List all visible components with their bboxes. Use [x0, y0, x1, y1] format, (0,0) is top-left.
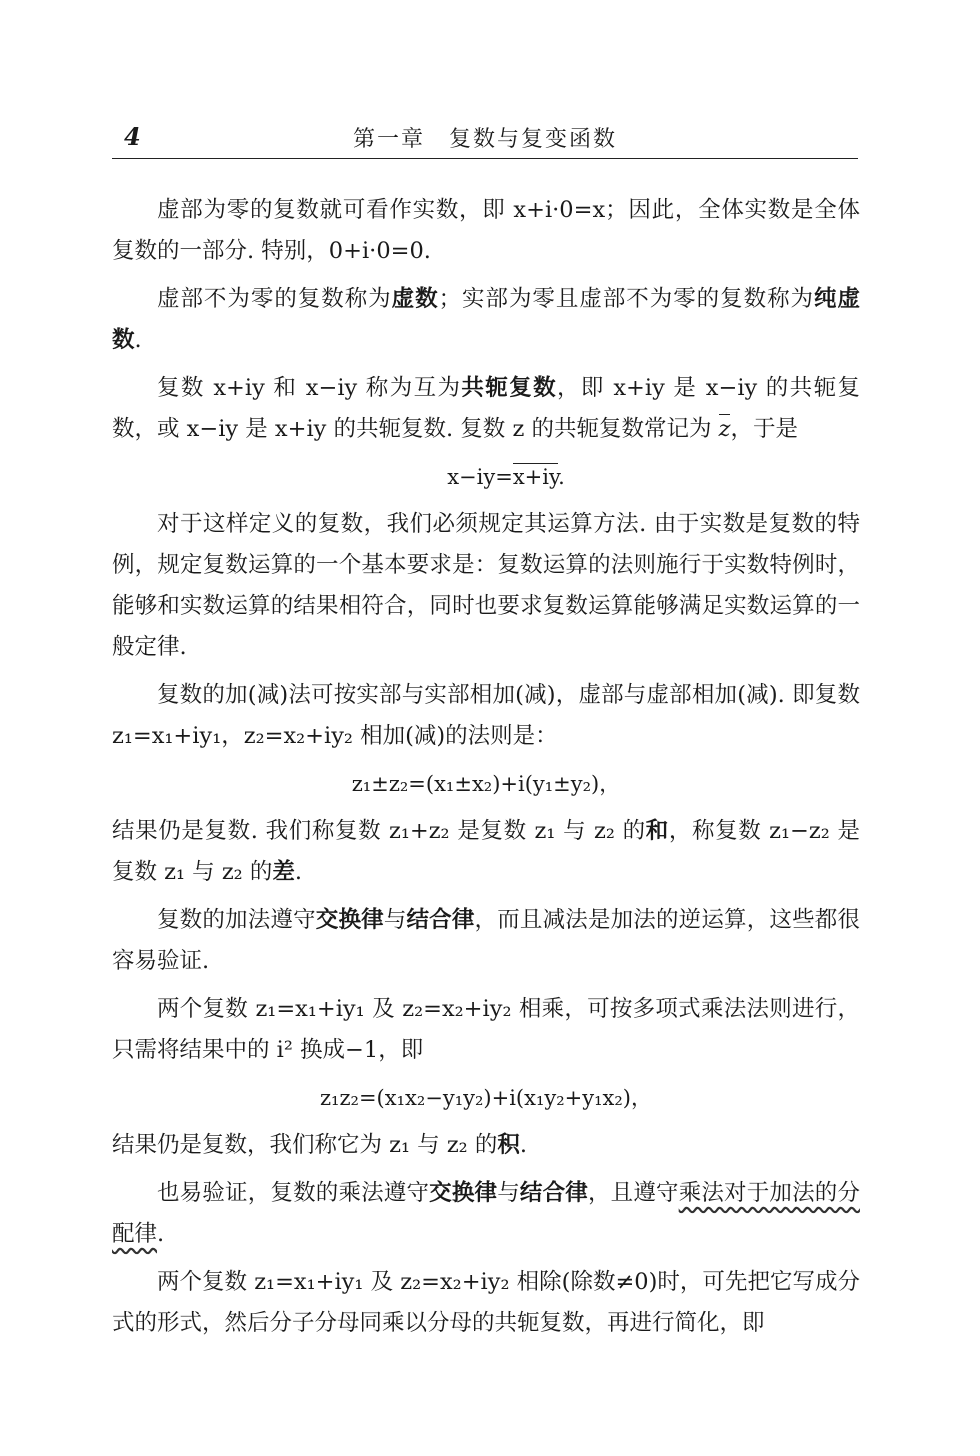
paragraph-operation-rules: 对于这样定义的复数，我们必须规定其运算方法. 由于实数是复数的特例，规定复数运算的一个基本要求是：复数运算的法则施行于实数特例时，能够和实数运算的结果相符合，同时也要求复数运算能够满足实数运算的一般定律.	[112, 511, 860, 660]
term-distributive: 乘法对于加法的分配律	[112, 1180, 860, 1247]
term-product: 积	[497, 1132, 520, 1158]
paragraph-conjugate-def: 复数 x+iy 和 x−iy 称为互为共轭复数，即 x+iy 是 x−iy 的共轭复数，或 x−iy 是 x+iy 的共轭复数. 复数 z 的共轭复数常记为 z，于是	[112, 375, 860, 442]
paragraph-imaginary-def: 虚部不为零的复数称为虚数；实部为零且虚部不为零的复数称为纯虚数.	[112, 286, 860, 353]
paragraph-division: 两个复数 z₁=x₁+iy₁ 及 z₂=x₂+iy₂ 相除(除数≠0)时，可先把它写成分式的形式，然后分子分母同乘以分母的共轭复数，再进行简化，即	[112, 1269, 860, 1336]
paragraph-multiplication-laws: 也易验证，复数的乘法遵守交换律与结合律，且遵守乘法对于加法的分配律.	[112, 1180, 860, 1247]
term-pure-imaginary: 纯虚数	[112, 286, 860, 353]
overline-expression: x+iy	[512, 465, 559, 489]
term-imaginary: 虚数	[391, 286, 439, 312]
term-associative: 结合律	[406, 907, 475, 933]
term-sum: 和	[645, 818, 669, 844]
term-conjugate: 共轭复数	[461, 375, 557, 401]
running-head: 第一章 复数与复变函数	[352, 127, 617, 152]
term-commutative: 交换律	[315, 907, 384, 933]
page-number: 4	[124, 122, 141, 151]
page-header	[112, 118, 858, 159]
paragraph-product: 结果仍是复数，我们称它为 z₁ 与 z₂ 的积.	[112, 1132, 528, 1158]
paragraph-multiplication: 两个复数 z₁=x₁+iy₁ 及 z₂=x₂+iy₂ 相乘，可按多项式乘法法则进行，只需将结果中的 i² 换成−1，即	[112, 996, 860, 1063]
paragraph-addition-laws: 复数的加法遵守交换律与结合律，而且减法是加法的逆运算，这些都很容易验证.	[112, 907, 860, 974]
formula-addition: z₁±z₂=(x₁±x₂)+i(y₁±y₂)，	[351, 772, 621, 796]
term-associative-2: 结合律	[519, 1180, 588, 1206]
page-body	[112, 190, 860, 1351]
formula-multiplication: z₁z₂=(x₁x₂−y₁y₂)+i(x₁y₂+y₁x₂)，	[319, 1086, 652, 1110]
term-difference: 差	[272, 859, 295, 885]
term-commutative-2: 交换律	[429, 1180, 498, 1206]
z-bar-symbol: z	[718, 416, 731, 442]
paragraph-addition: 复数的加(减)法可按实部与实部相加(减)，虚部与虚部相加(减). 即复数 z₁=x₁+iy₁，z₂=x₂+iy₂ 相加(减)的法则是：	[112, 682, 860, 749]
formula-conjugate: x−iy=x+iy.	[447, 465, 565, 489]
paragraph-sum-diff: 结果仍是复数. 我们称复数 z₁+z₂ 是复数 z₁ 与 z₂ 的和，称复数 z₁−z₂ 是复数 z₁ 与 z₂ 的差.	[112, 818, 860, 885]
paragraph-real-as-complex: 虚部为零的复数就可看作实数，即 x+i·0=x；因此，全体实数是全体复数的一部分. 特别，0+i·0=0.	[112, 197, 860, 264]
